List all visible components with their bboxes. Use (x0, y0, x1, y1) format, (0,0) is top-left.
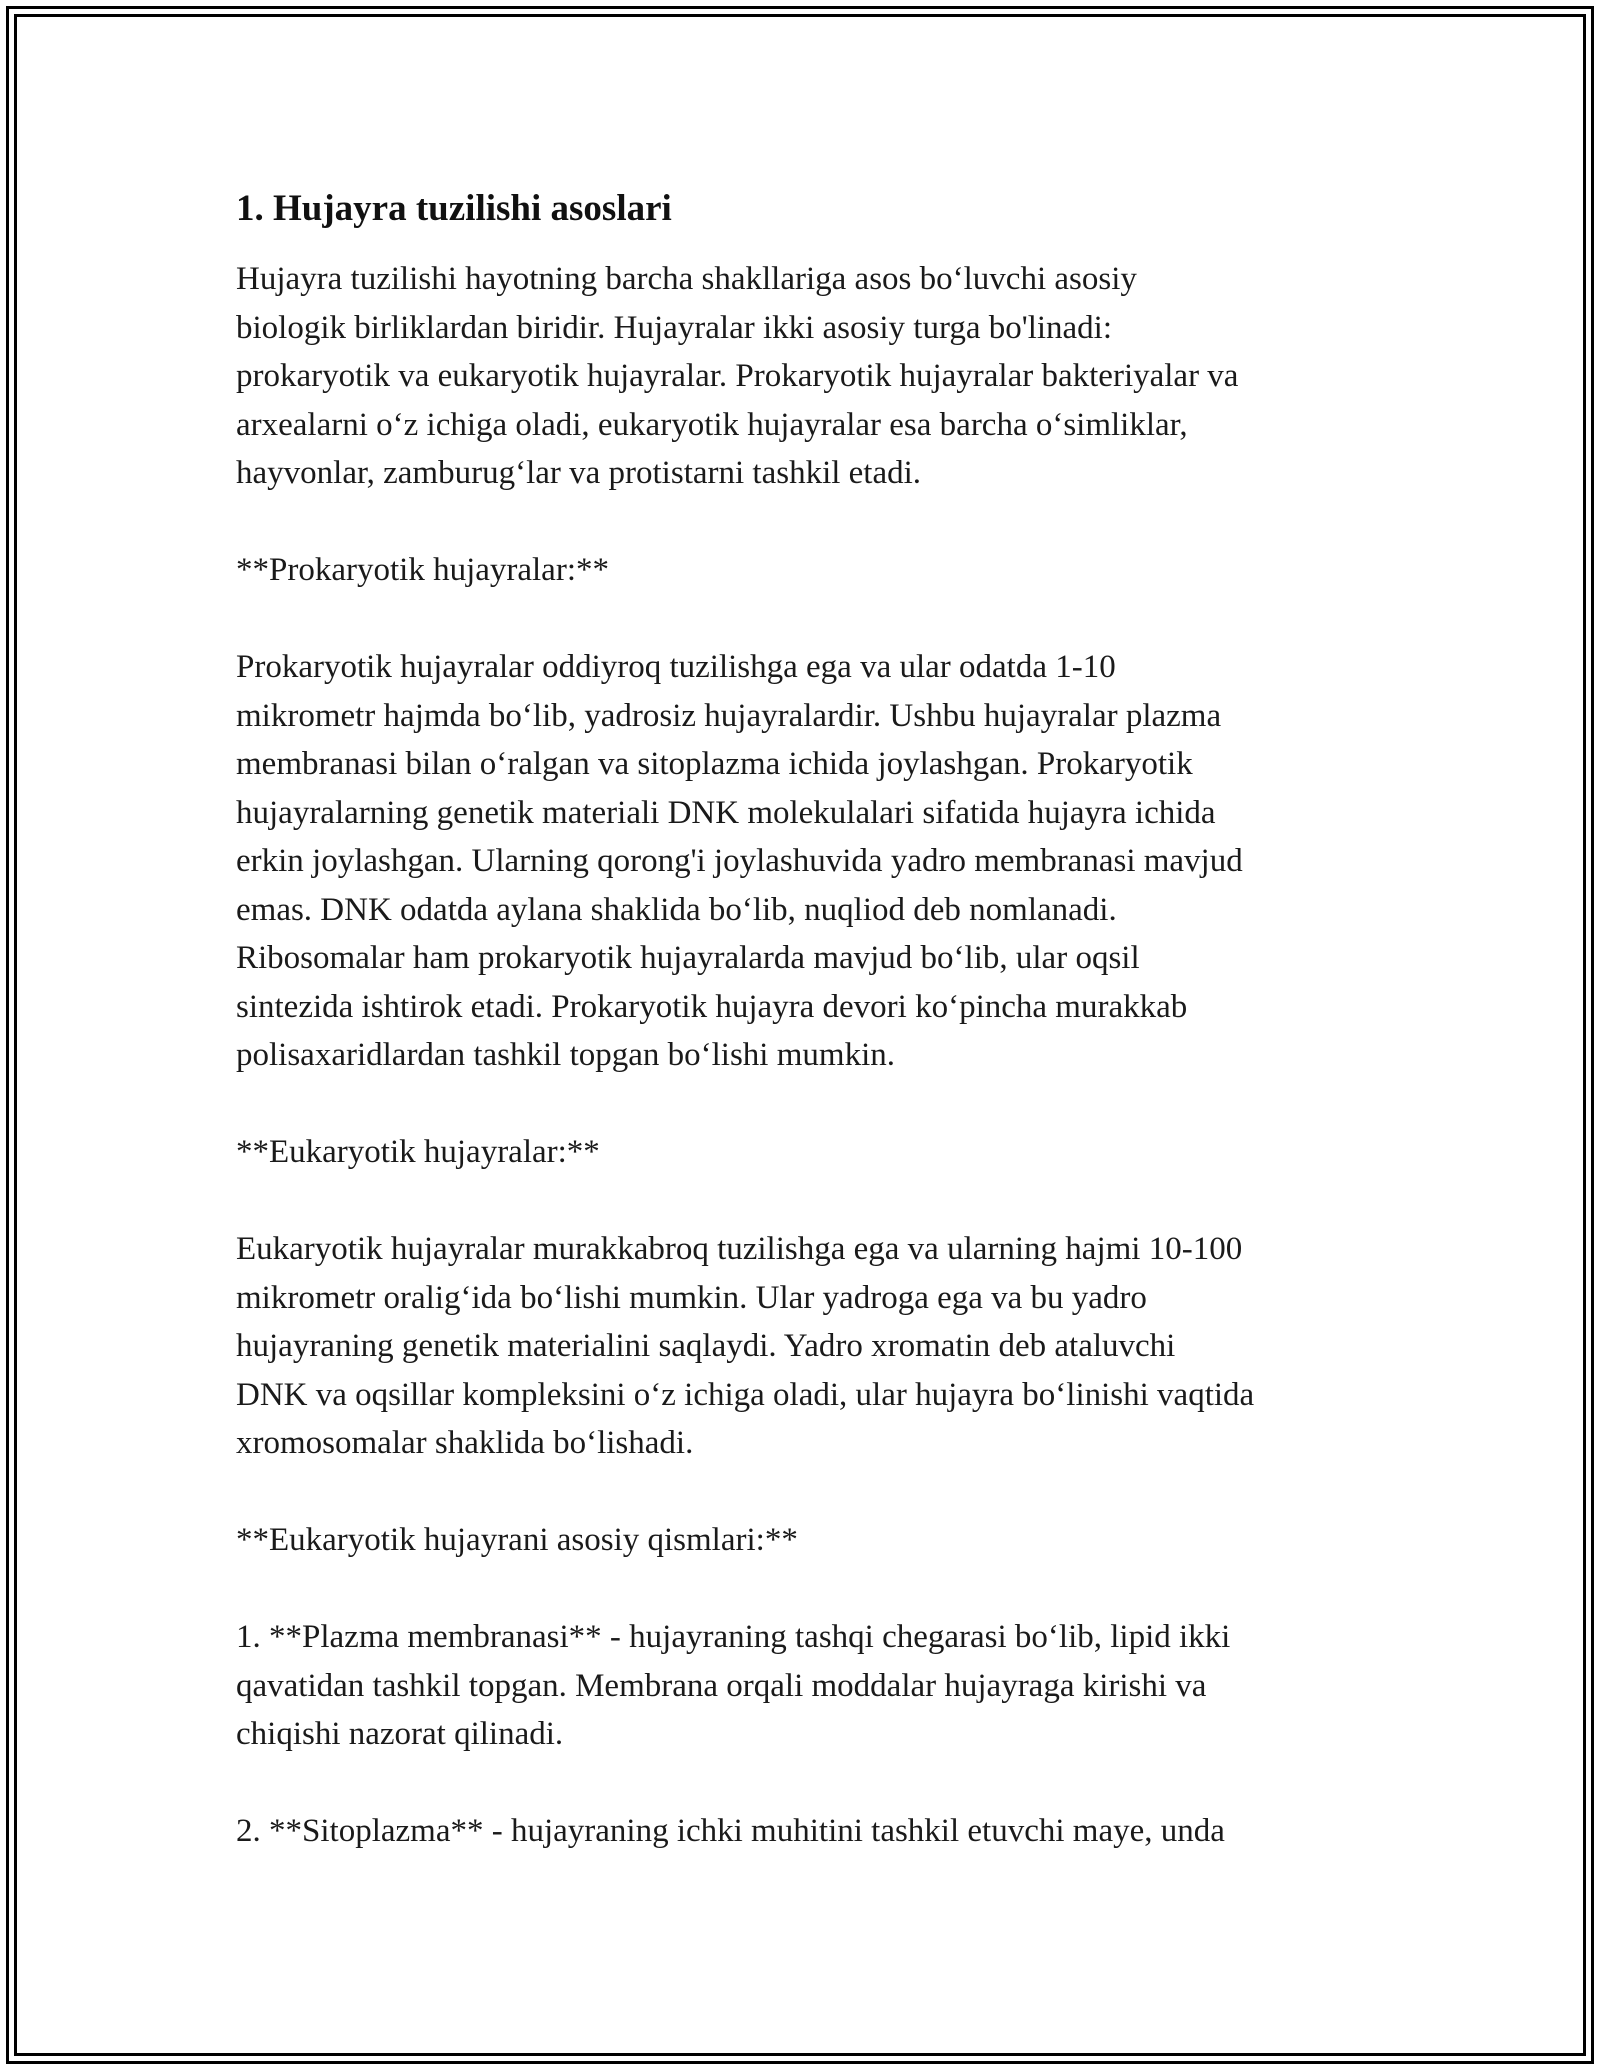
text-line: mikrometr hajmda bo‘lib, yadrosiz hujayralardir. Ushbu hujayralar plazma (236, 697, 1222, 734)
text-line: hayvonlar, zamburug‘lar va protistarni tashkil etadi. (236, 455, 922, 491)
document-body (236, 185, 1376, 1904)
paragraph-intro (236, 255, 1376, 498)
text-line: **Prokaryotik hujayralar:** (236, 552, 609, 588)
text-line: biologik birliklardan biridir. Hujayralar ikki asosiy turga bo'linadi: (236, 309, 1113, 346)
text-line: chiqishi nazorat qilinadi. (236, 1716, 564, 1752)
text-line: Ribosomalar ham prokaryotik hujayralarda mavjud bo‘lib, ular oqsil (236, 940, 1140, 976)
subheading-eukaryotic (236, 1128, 1376, 1177)
text-line: hujayralarning genetik materiali DNK molekulalari sifatida hujayra ichida (236, 794, 1216, 831)
text-line: hujayraning genetik materialini saqlaydi. Yadro xromatin deb ataluvchi (236, 1328, 1176, 1364)
subheading-eukaryotic-parts (236, 1516, 1376, 1565)
text-line: Prokaryotik hujayralar oddiyroq tuzilishga ega va ular odatda 1-10 (236, 649, 1116, 685)
list-item-cytoplasm (236, 1807, 1376, 1856)
text-line: qavatidan tashkil topgan. Membrana orqali moddalar hujayraga kirishi va (236, 1667, 1207, 1704)
text-line: Eukaryotik hujayralar murakkabroq tuzilishga ega va ularning hajmi 10-100 (236, 1231, 1243, 1267)
text-line: prokaryotik va eukaryotik hujayralar. Prokaryotik hujayralar bakteriyalar va (236, 358, 1239, 394)
paragraph-eukaryotic (236, 1225, 1376, 1468)
paragraph-prokaryotic (236, 643, 1376, 1080)
list-item-plasma-membrane (236, 1613, 1376, 1759)
text-line: mikrometr oralig‘ida bo‘lishi mumkin. Ular yadroga ega va bu yadro (236, 1279, 1147, 1316)
text-line: erkin joylashgan. Ularning qorong'i joylashuvida yadro membranasi mavjud (236, 843, 1243, 879)
text-line: 1. **Plazma membranasi** - hujayraning tashqi chegarasi bo‘lib, lipid ikki (236, 1619, 1231, 1655)
text-line: xromosomalar shaklida bo‘lishadi. (236, 1425, 694, 1461)
text-line: **Eukaryotik hujayralar:** (236, 1134, 600, 1170)
text-line: membranasi bilan o‘ralgan va sitoplazma ichida joylashgan. Prokaryotik (236, 746, 1193, 782)
text-line: arxealarni o‘z ichiga oladi, eukaryotik hujayralar esa barcha o‘simliklar, (236, 406, 1188, 443)
text-line: DNK va oqsillar kompleksini o‘z ichiga oladi, ular hujayra bo‘linishi vaqtida (236, 1376, 1255, 1413)
section-heading: 1. Hujayra tuzilishi asoslari (236, 188, 672, 229)
subheading-prokaryotic (236, 546, 1376, 595)
text-line: Hujayra tuzilishi hayotning barcha shakllariga asos bo‘luvchi asosiy (236, 261, 1137, 297)
text-line: polisaxaridlardan tashkil topgan bo‘lishi mumkin. (236, 1037, 895, 1073)
text-line: sintezida ishtirok etadi. Prokaryotik hujayra devori ko‘pincha murakkab (236, 988, 1188, 1025)
text-line: 2. **Sitoplazma** - hujayraning ichki muhitini tashkil etuvchi maye, unda (236, 1813, 1225, 1849)
text-line: **Eukaryotik hujayrani asosiy qismlari:** (236, 1522, 798, 1558)
text-line: emas. DNK odatda aylana shaklida bo‘lib, nuqliod deb nomlanadi. (236, 891, 1117, 928)
